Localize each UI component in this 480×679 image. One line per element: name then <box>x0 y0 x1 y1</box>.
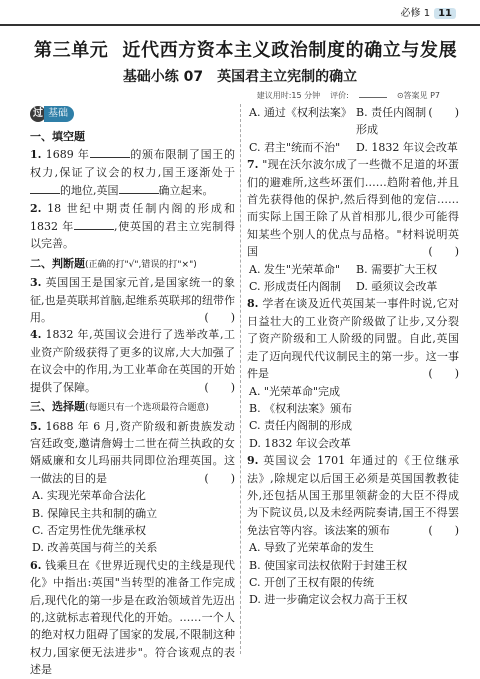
question-4 <box>30 326 235 396</box>
q7-option-d[interactable]: D. 亟须议会改革 <box>356 280 438 294</box>
page-header <box>0 0 480 26</box>
q8-option-c[interactable]: C. 责任内阁制的形成 <box>249 419 353 433</box>
q1-blank-1[interactable] <box>90 145 130 158</box>
question-3 <box>30 274 235 326</box>
score-blank <box>359 97 387 98</box>
section-choice-heading <box>30 398 235 417</box>
question-8 <box>247 295 459 382</box>
question-5 <box>30 418 235 488</box>
q1-blank-2[interactable] <box>30 181 60 194</box>
unit-name: 第三单元 <box>34 40 109 61</box>
q3-text: 英国国王是国家元首,是国家统一的象征,也是英联邦首脑,起维系英联邦的纽带作用。 <box>30 276 236 325</box>
q4-number: 4. <box>30 328 42 342</box>
choice-heading-note: (每题只有一个选项最符合题意) <box>85 403 210 414</box>
q7-text: "现在沃尔波尔成了一些微不足道的坏蛋们的避难所,这些坏蛋们……趋附着他,并且首先获得他的保护,然后得到他的宠信……而实际上国王除了从首相那儿,很少可能得知某些个别人的优点与品格。"材料说明英国 <box>247 158 460 259</box>
unit-title <box>34 36 457 62</box>
q6-option-c[interactable]: C. 君主"统而不治" <box>249 140 341 154</box>
q6-text: 钱乘旦在《世界近现代史的主线是现代化》中指出:英国"当转型的准备工作完成后,现代化的第一步是在政治领域首先迈出的,这就标志着现代化的开始。……一个人的绝对权力阻碍了国家的发展,不限制这种权力,国家便无法进步"。符合该观点的表述是 <box>30 558 236 677</box>
question-2 <box>30 200 235 253</box>
q8-option-b[interactable]: B. 《权利法案》颁布 <box>249 401 353 415</box>
q7-option-b[interactable]: B. 需要扩大王权 <box>356 262 438 276</box>
q4-text: 1832 年,英国议会进行了选举改革,工业资产阶级获得了更多的议席,大大加强了在议会中的作用,为工业革命在英国的开始提供了保障。 <box>30 328 235 394</box>
q9-option-a[interactable]: A. 导致了光荣革命的发生 <box>249 541 374 555</box>
q5-number: 5. <box>30 419 42 433</box>
q6-option-d[interactable]: D. 1832 年议会改革 <box>356 140 458 154</box>
q5-text: 1688 年 6 月,资产阶级和新贵族发动宫廷政变,邀请詹姆士二世在荷兰执政的女婿威廉和女儿玛丽共同即位治理英国。这一做法的目的是 <box>30 419 235 485</box>
question-6 <box>30 557 235 679</box>
section-judge-heading <box>30 255 235 274</box>
q5-option-c[interactable]: C. 否定男性优先继承权 <box>32 523 147 537</box>
q9-option-c[interactable]: C. 开创了王权有限的传统 <box>249 575 375 589</box>
q1-blank-3[interactable] <box>119 181 159 194</box>
q1-text-d: 确立起来。 <box>158 184 214 198</box>
q1-number: 1. <box>30 148 42 162</box>
choice-heading-text: 三、选择题 <box>30 400 85 414</box>
q2-blank-1[interactable] <box>74 217 114 230</box>
question-9 <box>247 452 459 539</box>
q7-option-a[interactable]: A. 发生"光荣革命" <box>249 262 341 276</box>
q7-answer-paren[interactable]: ( ) <box>428 245 459 259</box>
page-number: 11 <box>434 8 456 19</box>
section-fill-heading: 一、填空题 <box>30 130 85 143</box>
q3-answer-paren[interactable]: ( ) <box>204 311 235 325</box>
q1-text-a: 1689 年 <box>45 148 90 162</box>
score-label: 评价: <box>330 91 349 100</box>
column-divider <box>240 104 242 654</box>
q1-text-b: 的颁布限制了国王的权力,保证了议会的权力,国王逐渐处于 <box>30 148 236 179</box>
q9-text: 英国议会 1701 年通过的《王位继承法》,除规定以后国王必须是英国国教教徒外,还包括从国王那里领薪金的大臣不得成为下院议员,以及未经两院奏请,国王不得罢免法官等内容。该法案的颁布 <box>247 454 459 537</box>
badge-label: 基础 <box>44 106 74 122</box>
q6-option-a[interactable]: A. 通过《权利法案》 <box>249 106 352 119</box>
q9-option-d[interactable]: D. 进一步确定议会权力高于王权 <box>249 593 408 607</box>
unit-topic: 近代西方资本主义政治制度的确立与发展 <box>122 40 458 61</box>
answer-ref: ⊙答案见 P7 <box>396 91 440 100</box>
badge-glyph: 过 <box>30 106 46 122</box>
lesson-title: 基础小练 07 英国君主立宪制的确立 <box>122 69 358 85</box>
meta-info <box>247 90 440 101</box>
q9-answer-paren[interactable]: ( ) <box>428 523 459 537</box>
q7-number: 7. <box>247 158 259 172</box>
q9-option-b[interactable]: B. 使国家司法权依附于封建王权 <box>249 558 408 572</box>
q1-text-c: 的地位,英国 <box>60 184 119 198</box>
q2-text-b: ,使英国的君主立宪制得以完善。 <box>30 220 235 251</box>
q6-options-row-2 <box>247 139 459 156</box>
q5-answer-paren[interactable]: ( ) <box>204 471 235 485</box>
q7-options-row-2 <box>247 278 459 295</box>
q8-answer-paren[interactable]: ( ) <box>428 367 459 381</box>
q5-option-b[interactable]: B. 保障民主共和制的确立 <box>32 506 158 520</box>
q6-options-row-1 <box>247 104 428 139</box>
q5-option-a[interactable]: A. 实现光荣革命合法化 <box>32 489 146 503</box>
q7-option-c[interactable]: C. 形成责任内阁制 <box>249 280 342 294</box>
level-badge <box>30 106 74 122</box>
q8-option-d[interactable]: D. 1832 年议会改革 <box>249 436 351 450</box>
book-label: 必修 1 <box>400 8 431 19</box>
question-7 <box>247 156 459 260</box>
question-1 <box>30 145 235 199</box>
q8-text: 学者在谈及近代英国某一事件时说,它对日益壮大的工业资产阶级做了让步,又分裂了资产阶级和工人阶级的同盟。自此,英国走了迈向现代代议制民主的第一步。这一事件是 <box>247 297 459 381</box>
judge-heading-text: 二、判断题 <box>30 256 85 270</box>
judge-heading-note: (正确的打"√",错误的打"×") <box>85 259 197 270</box>
q7-options-row-1 <box>247 261 459 278</box>
q5-option-d[interactable]: D. 改善英国与荷兰的关系 <box>32 541 158 555</box>
suggested-time: 建议用时:15 分钟 <box>256 91 321 100</box>
left-column <box>30 104 235 679</box>
q3-number: 3. <box>30 276 42 290</box>
q4-answer-paren[interactable]: ( ) <box>204 380 235 394</box>
q6-option-b[interactable]: B. 责任内阁制形成 <box>356 106 427 137</box>
q9-number: 9. <box>247 454 259 468</box>
q2-number: 2. <box>30 201 42 215</box>
q6-number: 6. <box>30 558 42 572</box>
page-indicator <box>401 4 456 19</box>
q8-number: 8. <box>247 297 259 311</box>
q6-answer-paren[interactable]: ( ) <box>428 106 459 119</box>
q2-text-a: 18 世纪中期责任制内阁的形成和 1832 年 <box>30 201 235 234</box>
right-column <box>247 104 459 609</box>
q8-option-a[interactable]: A. "光荣革命"完成 <box>249 384 341 398</box>
